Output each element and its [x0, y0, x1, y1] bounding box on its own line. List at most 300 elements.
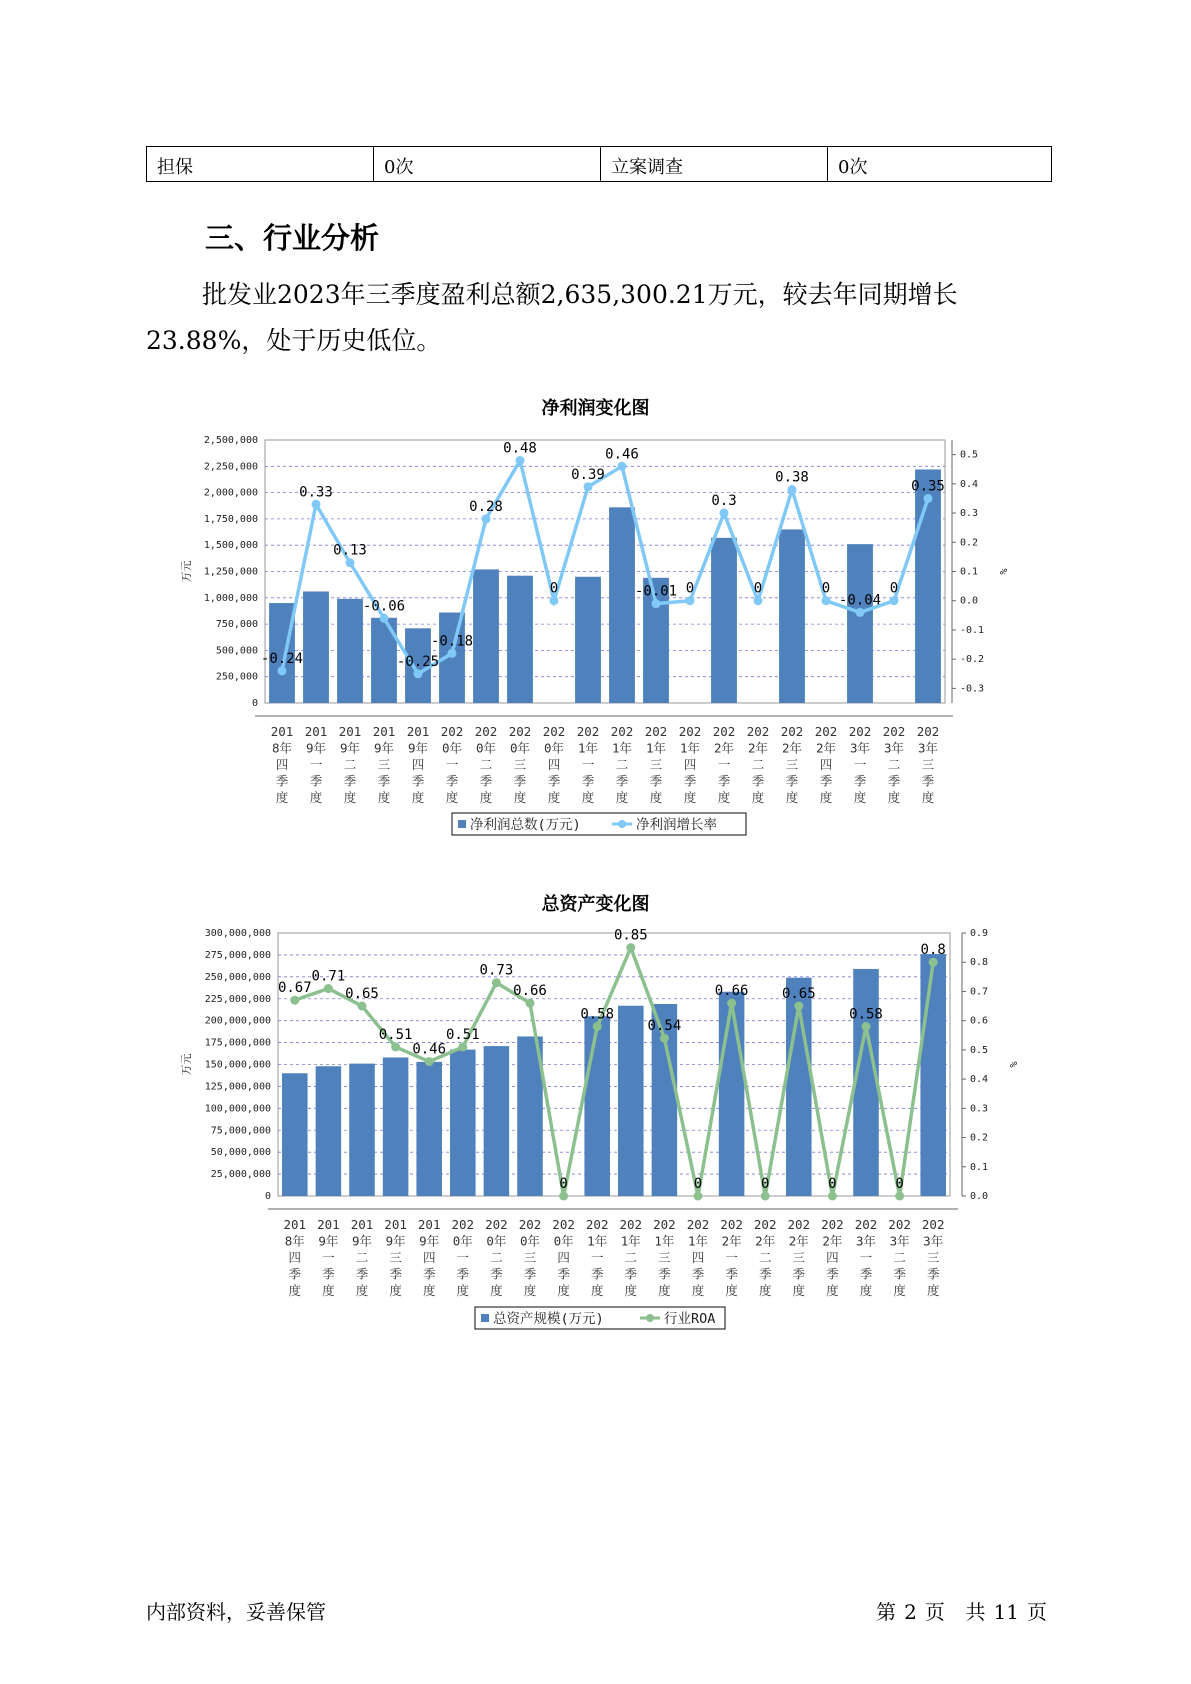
line-point — [425, 1057, 434, 1066]
x-tick-label: 二 — [343, 757, 357, 772]
x-tick-label: 季 — [523, 1266, 537, 1282]
x-tick-label: 202 — [552, 1217, 575, 1232]
x-tick-label: 四 — [275, 757, 289, 772]
x-tick-label: 季 — [819, 773, 833, 789]
y2-tick-label: 0.4 — [970, 1074, 989, 1086]
x-tick-label: 度 — [624, 1283, 638, 1298]
x-tick-label: 1年 — [654, 1233, 675, 1249]
x-tick-label: 三 — [377, 757, 391, 772]
x-tick-label: 9年 — [351, 1233, 373, 1249]
x-tick-label: 二 — [355, 1250, 369, 1265]
x-tick-label: 202 — [821, 1217, 844, 1232]
y-tick-label: 1,500,000 — [203, 540, 258, 552]
line-point — [290, 996, 299, 1005]
x-tick-label: 季 — [557, 1266, 570, 1282]
x-tick-label: 度 — [523, 1283, 537, 1298]
x-tick-label: 季 — [377, 773, 391, 789]
x-tick-label: 度 — [751, 790, 765, 805]
y2-tick-label: 0.2 — [970, 1132, 989, 1144]
x-tick-label: 季 — [658, 1266, 671, 1282]
x-tick-label: 二 — [751, 757, 765, 772]
y-tick-label: 100,000,000 — [204, 1103, 271, 1115]
y-tick-label: 0 — [251, 698, 258, 709]
x-tick-label: 201 — [338, 724, 362, 739]
data-label: -0.25 — [396, 653, 440, 670]
data-label: 0.73 — [479, 962, 514, 979]
data-label: 0 — [559, 1176, 568, 1192]
x-tick-label: 季 — [456, 1266, 470, 1282]
line-point — [618, 462, 627, 471]
table-cell-value: 0次 — [374, 147, 601, 182]
x-tick-label: 三 — [389, 1250, 402, 1265]
line-point — [278, 666, 287, 675]
bar — [507, 576, 533, 703]
y-tick-label: 2,000,000 — [203, 487, 258, 499]
page-number — [872, 1596, 1051, 1625]
x-tick-label: 四 — [819, 757, 833, 772]
x-tick-label: 201 — [406, 724, 430, 739]
x-tick-label: 202 — [474, 724, 498, 739]
y2-tick-label: 0.6 — [970, 1015, 989, 1027]
x-tick-label: 四 — [547, 757, 561, 772]
x-tick-label: 度 — [615, 790, 629, 805]
x-tick-label: 四 — [557, 1250, 570, 1265]
x-tick-label: 三 — [792, 1250, 806, 1265]
x-tick-label: 0年 — [519, 1233, 541, 1249]
line-point — [526, 999, 535, 1008]
data-label: 0.46 — [605, 446, 639, 463]
y2-tick-label: -0.1 — [960, 624, 985, 636]
x-tick-label: 2年 — [721, 1233, 742, 1249]
x-tick-label: 202 — [814, 724, 838, 739]
data-label: 0.58 — [849, 1006, 883, 1023]
line-point — [516, 456, 525, 465]
data-label: 0.33 — [299, 484, 333, 501]
x-tick-label: 一 — [590, 1250, 604, 1265]
y2-tick-label: 0.4 — [960, 478, 979, 490]
x-tick-label: 9年 — [419, 1233, 440, 1249]
data-label: 0.65 — [781, 986, 816, 1003]
x-tick-label: 3年 — [849, 740, 871, 756]
x-tick-label: 一 — [309, 757, 323, 772]
section-paragraph — [146, 272, 1052, 364]
x-tick-label: 度 — [717, 790, 731, 805]
line-point — [761, 1192, 770, 1201]
y-tick-label: 150,000,000 — [204, 1059, 271, 1071]
y-tick-label: 750,000 — [215, 619, 258, 631]
x-tick-label: 度 — [649, 790, 663, 805]
x-tick-label: 季 — [581, 773, 595, 789]
x-tick-label: 一 — [456, 1250, 470, 1265]
x-tick-label: 2年 — [713, 740, 735, 756]
x-tick-label: 二 — [479, 757, 493, 772]
x-tick-label: 二 — [624, 1250, 638, 1265]
legend-line-marker — [618, 820, 626, 828]
data-label: -0.01 — [634, 583, 678, 600]
x-tick-label: 0年 — [543, 740, 565, 756]
data-label: 0.71 — [311, 968, 346, 985]
x-tick-label: 202 — [644, 724, 668, 739]
data-label: 0 — [549, 580, 559, 597]
data-label: 0.66 — [714, 983, 749, 1000]
y-tick-label: 275,000,000 — [204, 949, 271, 961]
line-point — [584, 482, 593, 491]
x-tick-label: 度 — [377, 790, 391, 805]
x-tick-label: 3年 — [883, 740, 905, 756]
x-tick-label: 2年 — [822, 1233, 843, 1249]
x-tick-label: 202 — [916, 724, 940, 739]
x-tick-label: 季 — [751, 773, 765, 789]
x-tick-label: 四 — [826, 1250, 839, 1265]
y-tick-label: 50,000,000 — [210, 1147, 271, 1159]
table-cell-value: 0次 — [828, 147, 1052, 182]
bar — [920, 954, 946, 1196]
legend-label: 总资产规模(万元) — [493, 1311, 604, 1327]
x-tick-label: 202 — [712, 724, 736, 739]
x-tick-label: 202 — [610, 724, 634, 739]
x-tick-label: 度 — [887, 790, 901, 805]
x-tick-label: 2年 — [747, 740, 769, 756]
line-point — [822, 596, 831, 605]
x-tick-label: 2年 — [815, 740, 837, 756]
x-tick-label: 度 — [275, 790, 289, 805]
y2-tick-label: 0.1 — [970, 1161, 989, 1173]
x-tick-label: 季 — [490, 1266, 503, 1282]
y2-tick-label: 0.5 — [970, 1044, 989, 1056]
x-tick-label: 度 — [309, 790, 323, 805]
bar — [349, 1064, 375, 1196]
data-label: -0.18 — [430, 633, 474, 650]
x-tick-label: 季 — [547, 773, 561, 789]
x-tick-label: 度 — [389, 1283, 402, 1298]
x-tick-label: 季 — [624, 1266, 638, 1282]
x-tick-label: 度 — [445, 790, 459, 805]
y-tick-label: 200,000,000 — [204, 1015, 271, 1027]
x-tick-label: 一 — [859, 1250, 873, 1265]
data-label: -0.24 — [260, 650, 304, 667]
line-point — [448, 649, 457, 658]
data-label: -0.06 — [362, 598, 406, 615]
line-point — [862, 1022, 871, 1031]
x-tick-label: 季 — [717, 773, 731, 789]
page-current: 2 — [904, 1600, 917, 1624]
x-tick-label: 1年 — [577, 740, 599, 756]
page-prefix: 第 — [876, 1600, 897, 1624]
x-tick-label: 二 — [758, 1250, 772, 1265]
line-point — [482, 514, 491, 523]
x-tick-label: 201 — [283, 1217, 307, 1232]
bar — [416, 1062, 442, 1196]
page-unit: 页 — [924, 1600, 945, 1624]
total-assets-chart — [0, 916, 1191, 1356]
y-tick-label: 1,000,000 — [203, 592, 258, 604]
x-tick-label: 202 — [921, 1217, 945, 1232]
x-tick-label: 季 — [758, 1266, 772, 1282]
line-point — [754, 596, 763, 605]
x-tick-label: 三 — [649, 757, 663, 772]
y2-axis-title: % — [997, 568, 1008, 575]
data-label: 0 — [828, 1176, 837, 1192]
y2-tick-label: 0.5 — [960, 449, 979, 461]
line-point — [720, 509, 729, 518]
bar — [915, 469, 941, 703]
x-tick-label: 2年 — [788, 1233, 809, 1249]
x-tick-label: 9年 — [407, 740, 429, 756]
x-tick-label: 四 — [411, 757, 425, 772]
x-tick-label: 度 — [853, 790, 867, 805]
line-point — [358, 1002, 367, 1011]
x-tick-label: 0年 — [452, 1233, 473, 1249]
x-tick-label: 度 — [557, 1283, 570, 1298]
legend-bar-swatch — [481, 1314, 489, 1322]
data-label: 0.66 — [513, 983, 547, 1000]
bar — [575, 577, 601, 703]
x-tick-label: 9年 — [373, 740, 395, 756]
y-tick-label: 1,750,000 — [203, 513, 258, 525]
x-tick-label: 三 — [921, 757, 935, 772]
x-tick-label: 201 — [304, 724, 328, 739]
bar — [473, 569, 499, 703]
data-label: 0 — [889, 580, 899, 597]
x-tick-label: 202 — [780, 724, 804, 739]
x-tick-label: 一 — [853, 757, 867, 772]
total-prefix: 共 — [965, 1600, 986, 1624]
x-tick-label: 度 — [691, 1283, 705, 1298]
bar — [584, 1016, 610, 1196]
y-tick-label: 75,000,000 — [210, 1125, 271, 1137]
bar — [484, 1046, 510, 1196]
y2-tick-label: 0.1 — [960, 566, 979, 578]
data-label: 0.38 — [775, 469, 809, 486]
bar — [282, 1073, 308, 1196]
y-tick-label: 2,500,000 — [203, 435, 258, 446]
x-tick-label: 2年 — [755, 1233, 776, 1249]
line-point — [458, 1042, 467, 1051]
x-tick-label: 季 — [649, 773, 663, 789]
x-tick-label: 季 — [411, 773, 425, 789]
paragraph-text: 批发业2023年三季度盈利总额2,635,300.21万元，较去年同期增长23.88%，处于历史低位。 — [146, 280, 958, 355]
x-tick-label: 201 — [384, 1217, 407, 1232]
x-tick-label: 四 — [288, 1250, 302, 1265]
data-label: 0.28 — [469, 498, 503, 515]
table-cell-label: 担保 — [147, 147, 374, 182]
x-tick-label: 0年 — [475, 740, 497, 756]
x-tick-label: 202 — [485, 1217, 508, 1232]
y-tick-label: 2,250,000 — [203, 461, 258, 473]
chart-title: 净利润变化图 — [541, 398, 650, 419]
x-tick-label: 季 — [275, 773, 289, 789]
data-label: 0.3 — [711, 493, 737, 510]
x-tick-label: 季 — [513, 773, 527, 789]
x-tick-label: 季 — [479, 773, 493, 789]
data-label: 0.54 — [647, 1018, 682, 1035]
x-tick-label: 202 — [787, 1217, 811, 1232]
x-tick-label: 202 — [508, 724, 532, 739]
x-tick-label: 季 — [590, 1266, 604, 1282]
x-tick-label: 201 — [317, 1217, 340, 1232]
data-label: 0 — [693, 1176, 703, 1192]
x-tick-label: 季 — [792, 1266, 806, 1282]
data-label: 0.85 — [613, 927, 648, 944]
line-point — [652, 599, 661, 608]
data-label: 0 — [821, 580, 831, 597]
x-tick-label: 季 — [322, 1266, 335, 1282]
y-tick-label: 250,000,000 — [204, 971, 271, 983]
y-axis-title: 万元 — [180, 1053, 193, 1076]
line-point — [686, 596, 695, 605]
x-tick-label: 202 — [619, 1217, 643, 1232]
y-tick-label: 25,000,000 — [210, 1169, 271, 1181]
line-point — [890, 596, 899, 605]
legend-label: 净利润总数(万元) — [470, 817, 581, 833]
x-tick-label: 202 — [451, 1217, 475, 1232]
line-point — [414, 669, 423, 678]
line-point — [788, 485, 797, 494]
x-tick-label: 季 — [926, 1266, 940, 1282]
total-unit: 页 — [1027, 1600, 1047, 1624]
line-point — [593, 1022, 602, 1031]
y2-axis-title: % — [1007, 1061, 1018, 1068]
x-tick-label: 度 — [343, 790, 357, 805]
x-tick-label: 8年 — [284, 1233, 305, 1249]
bar — [853, 969, 879, 1196]
x-tick-label: 度 — [859, 1283, 873, 1298]
x-tick-label: 度 — [926, 1283, 940, 1298]
line-point — [346, 558, 355, 567]
x-tick-label: 一 — [725, 1250, 738, 1265]
line-point — [694, 1192, 703, 1201]
bar — [337, 599, 363, 703]
data-label: 0.58 — [580, 1006, 615, 1023]
x-tick-label: 二 — [615, 757, 629, 772]
x-tick-label: 季 — [445, 773, 459, 789]
legend-bar-swatch — [458, 820, 466, 828]
table-cell-label: 立案调查 — [601, 147, 828, 182]
y2-tick-label: 0.8 — [970, 957, 989, 969]
x-tick-label: 201 — [372, 724, 396, 739]
x-tick-label: 0年 — [553, 1233, 574, 1249]
line-point — [856, 608, 865, 617]
x-tick-label: 一 — [445, 757, 459, 772]
y2-tick-label: 0.0 — [960, 595, 979, 607]
footer-note: 内部资料，妥善保管 — [146, 1600, 326, 1624]
x-tick-label: 一 — [581, 757, 595, 772]
x-tick-label: 三 — [658, 1250, 671, 1265]
x-tick-label: 3年 — [923, 1233, 944, 1249]
x-tick-label: 季 — [853, 773, 867, 789]
x-tick-label: 度 — [819, 790, 833, 805]
x-tick-label: 1年 — [679, 740, 701, 756]
x-tick-label: 季 — [826, 1266, 839, 1282]
line-point — [324, 984, 333, 993]
x-tick-label: 度 — [422, 1283, 436, 1298]
data-label: 0.35 — [911, 478, 945, 495]
data-label: 0.13 — [333, 542, 367, 559]
line-point — [380, 614, 389, 623]
x-tick-label: 202 — [854, 1217, 878, 1232]
x-tick-label: 202 — [753, 1217, 777, 1232]
data-label: -0.04 — [838, 592, 882, 609]
line-point — [924, 494, 933, 503]
x-tick-label: 度 — [893, 1283, 906, 1298]
x-tick-label: 四 — [691, 1250, 705, 1265]
line-point — [492, 978, 501, 987]
x-tick-label: 1年 — [687, 1233, 709, 1249]
y-tick-label: 225,000,000 — [204, 993, 271, 1005]
y-tick-label: 300,000,000 — [204, 928, 271, 939]
x-tick-label: 201 — [270, 724, 294, 739]
x-tick-label: 季 — [422, 1266, 436, 1282]
bar — [847, 544, 873, 703]
y2-tick-label: 0.7 — [970, 986, 989, 998]
x-tick-label: 202 — [653, 1217, 676, 1232]
table-row — [147, 147, 1052, 182]
data-label: 0.67 — [277, 980, 312, 997]
x-tick-label: 三 — [926, 1250, 940, 1265]
x-tick-label: 季 — [691, 1266, 705, 1282]
x-tick-label: 度 — [683, 790, 697, 805]
x-tick-label: 3年 — [917, 740, 939, 756]
x-tick-label: 季 — [389, 1266, 402, 1282]
line-point — [895, 1192, 904, 1201]
line-point — [929, 958, 938, 967]
x-tick-label: 201 — [350, 1217, 374, 1232]
chart-title: 总资产变化图 — [541, 894, 650, 915]
line-point — [559, 1192, 568, 1201]
x-tick-label: 202 — [720, 1217, 743, 1232]
x-tick-label: 季 — [893, 1266, 906, 1282]
x-tick-label: 202 — [440, 724, 464, 739]
data-label: 0.51 — [378, 1026, 413, 1043]
x-tick-label: 二 — [887, 757, 901, 772]
x-tick-label: 季 — [859, 1266, 873, 1282]
bar — [779, 529, 805, 703]
x-tick-label: 度 — [513, 790, 527, 805]
data-label: 0 — [895, 1176, 904, 1192]
y-tick-label: 175,000,000 — [204, 1037, 271, 1049]
bar — [383, 1057, 409, 1196]
y-tick-label: 500,000 — [215, 645, 258, 657]
legend-label: 行业ROA — [664, 1311, 716, 1327]
x-tick-label: 度 — [921, 790, 935, 805]
line-point — [550, 596, 559, 605]
x-tick-label: 季 — [309, 773, 323, 789]
x-tick-label: 0年 — [441, 740, 463, 756]
x-tick-label: 202 — [518, 1217, 542, 1232]
data-label: 0 — [685, 580, 695, 597]
x-tick-label: 3年 — [855, 1233, 877, 1249]
net-profit-chart — [0, 420, 1191, 860]
x-tick-label: 9年 — [385, 1233, 406, 1249]
y2-tick-label: 0.3 — [970, 1103, 989, 1115]
bar — [719, 992, 745, 1196]
legend-label: 净利润增长率 — [636, 817, 717, 833]
x-tick-label: 202 — [678, 724, 702, 739]
x-tick-label: 二 — [490, 1250, 503, 1265]
y2-tick-label: 0.2 — [960, 537, 979, 549]
x-tick-label: 8年 — [271, 740, 293, 756]
x-tick-label: 度 — [547, 790, 561, 805]
x-tick-label: 3年 — [889, 1233, 910, 1249]
x-tick-label: 0年 — [486, 1233, 507, 1249]
x-tick-label: 9年 — [305, 740, 327, 756]
x-tick-label: 1年 — [587, 1233, 608, 1249]
data-label: 0.46 — [412, 1041, 447, 1058]
x-tick-label: 二 — [893, 1250, 906, 1265]
y2-tick-label: -0.2 — [960, 654, 985, 666]
info-table — [146, 146, 1052, 182]
x-tick-label: 9年 — [318, 1233, 339, 1249]
